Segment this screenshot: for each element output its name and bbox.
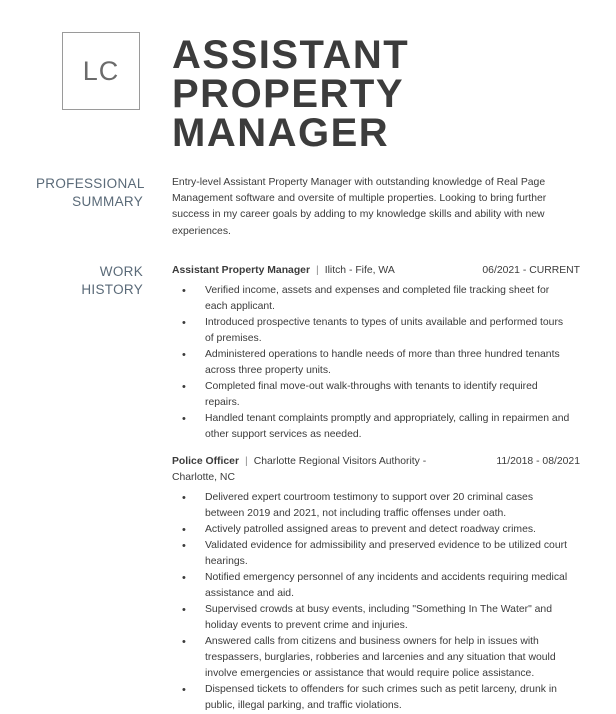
list-item: • Supervised crowds at busy events, including "Something In The Water" and holiday events to prevent crime and injuries. [172,602,582,634]
resume-title [172,33,410,155]
list-item: • Answered calls from citizens and business owners for help in issues with trespassers, burglaries, robberies and larcenies and any situation that would involve emergencies or assistance that would require police assistance. [172,634,582,682]
list-item: • Verified income, assets and expenses and completed file tracking sheet for each applicant. [172,283,582,315]
list-item: • Handled tenant complaints promptly and appropriately, calling in repairmen and other support services as needed. [172,411,582,443]
list-item: • Administered operations to handle needs of more than three hundred tenants across three property units. [172,347,582,379]
job-bullet-list [172,283,582,443]
list-item: • Dispensed tickets to offenders for such crimes such as petit larceny, drunk in public, illegal parking, and traffic violations. [172,682,582,714]
list-item: • Actively patrolled assigned areas to prevent and detect roadway crimes. [172,522,582,538]
section-label-work-history: WORK HISTORY [81,264,143,297]
list-item: • Introduced prospective tenants to types of units available and performed tours of premises. [172,315,582,347]
title-line: PROPERTY [172,72,405,116]
job-title: Police Officer [172,456,239,467]
job-entry [172,454,582,714]
job-header [172,263,582,279]
job-header [172,454,582,470]
separator: | [245,456,248,467]
job-location: Charlotte, NC [172,472,235,483]
list-item: • Validated evidence for admissibility and preserved evidence to be utilized court hearings. [172,538,582,570]
title-line: MANAGER [172,111,390,155]
list-item: • Completed final move-out walk-throughs with tenants to identify required repairs. [172,379,582,411]
job-entry [172,263,582,443]
section-label-professional-summary: PROFESSIONAL SUMMARY [36,176,145,209]
initials: LC [82,55,120,86]
title-line: ASSISTANT [172,33,410,77]
professional-summary-text: Entry-level Assistant Property Manager with outstanding knowledge of Real Page Management software and oversite of multiple properties. Looking to bring further success in my career goals by adding to my knowledge skills and ability with new experiences. [172,177,547,237]
monogram-badge [62,32,140,110]
list-item: • Notified emergency personnel of any incidents and accidents requiring medical assistance and aid. [172,570,582,602]
separator: | [316,265,319,276]
job-company: Ilitch - Fife, WA [324,265,395,276]
job-title: Assistant Property Manager [172,265,311,276]
job-bullet-list [172,490,582,714]
list-item: • Delivered expert courtroom testimony to support over 20 criminal cases between 2019 and 2021, not including traffic offenses under oath. [172,490,582,522]
job-company: Charlotte Regional Visitors Authority - [253,456,427,467]
job-dates: 11/2018 - 08/2021 [496,456,580,467]
job-dates: 06/2021 - CURRENT [482,265,580,276]
